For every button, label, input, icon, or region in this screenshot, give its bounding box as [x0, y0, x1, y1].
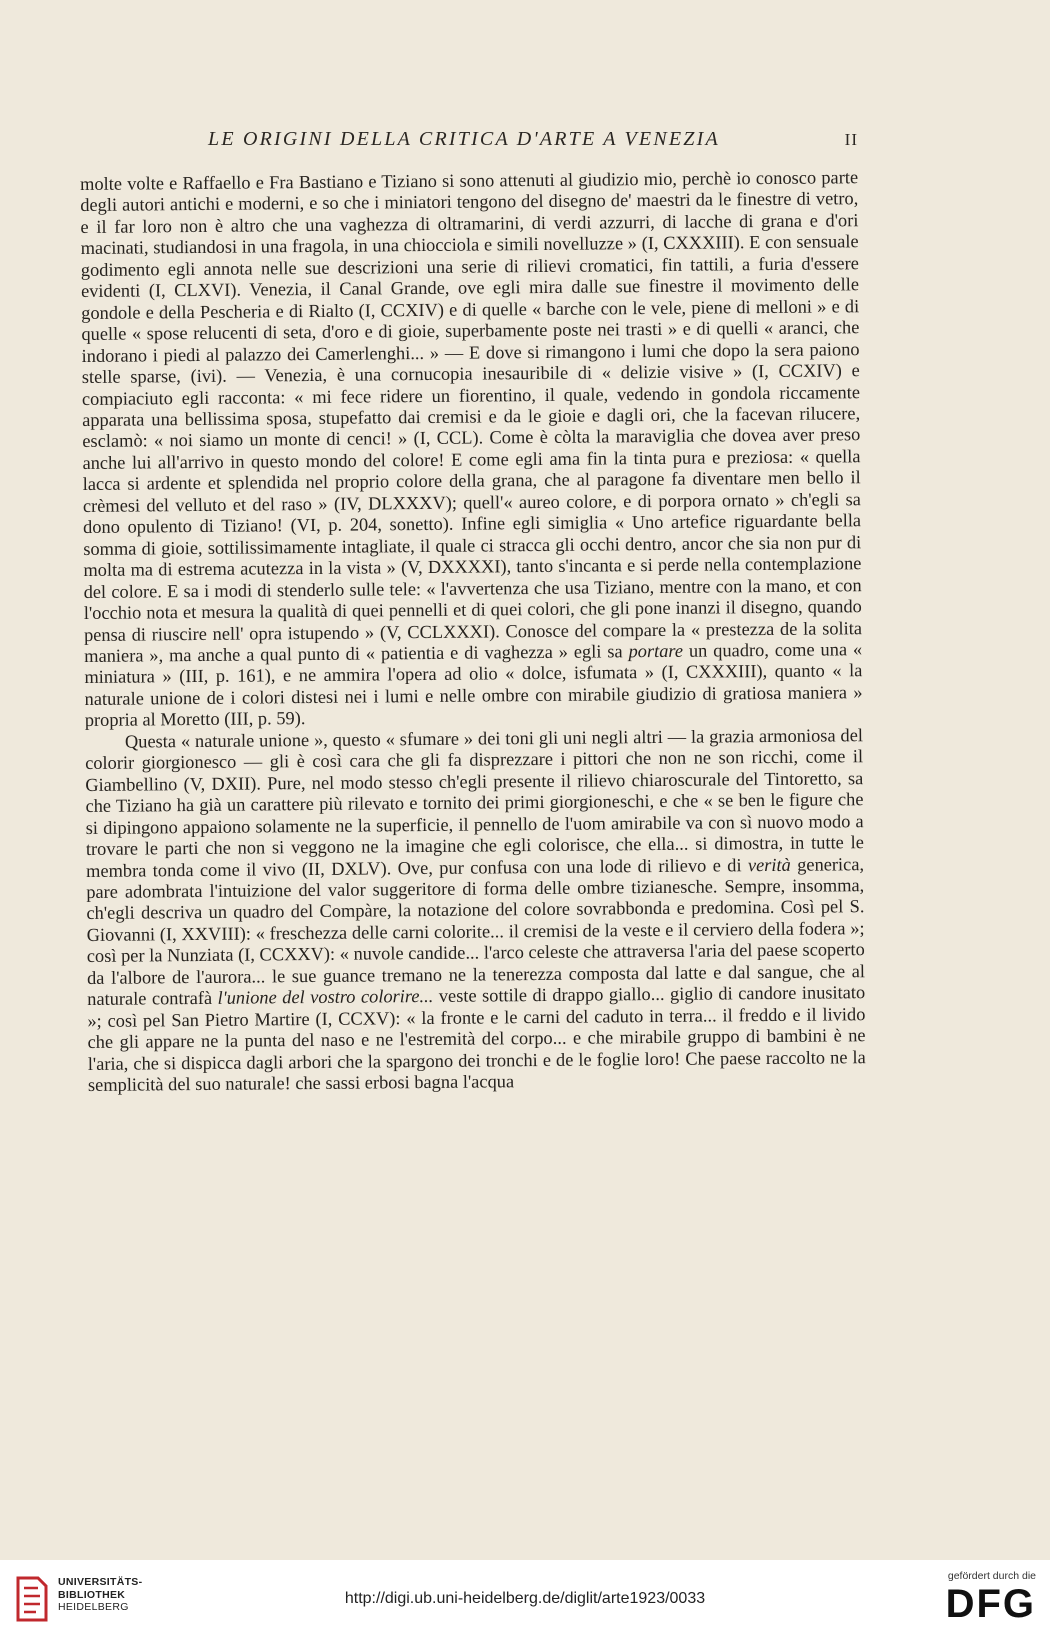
paragraph-2 — [85, 725, 866, 1096]
paragraph-1-text: molte volte e Raffaello e Fra Bastiano e Tiziano si sono attenuti al giudizio mio, perchè io conosco parte degli autori antichi e moderni, e so che i miniatori tengono del disegno de' maestri da le finestre di vetro, e il far loro non è altro che una vaghezza di oltramarini, di verdi azzurri, di lacche di grana e d'ori macinati, studiandosi in una fragola, in una chiocciola e simili novelluzze » (I, CXXXIII). E con sensuale godimento egli annota nelle sue descrizioni una serie di rilievi cromatici, fin tattili, a furia d'essere evidenti (I, CLXVI). Venezia, il Canal Grande, ove egli mira dalle sue finestre il movimento delle gondole e della Pescheria e di Rialto (I, CCXIV) e di quelle « barche con le vele, piene di melloni » e di quelle « spose relucenti di seta, d'oro e di gioie, superbamente poste nei trasti » e di quelli « aranci, che indorano i piedi al palazzo dei Camerlenghi... » — E dove si rimangono i lumi che dopo la sera paiono stelle sparse, (ivi). — Venezia, è una cornucopia inesauribile di « delizie visive » (I, CCXIV) e compiaciuto egli racconta: « mi fece ridere un fiorentino, il quale, vedendo in gondola riccamente apparata una bellissima sposa, stupefatto dai cremisi e da le gioie e dagli ori, che la facevan rilucere, esclamò: « noi siamo un monte di cenci! » (I, CCL). Come è còlta la maraviglia che dovea aver preso anche lui all'arrivo in questo mondo del colore! E come egli ama fin la tinta pura e preziosa: « quella lacca si ardente et splendida nel proprio colore della grana, che al paragone fa diventare men bello il crèmesi del velluto et del raso » (IV, DLXXXV); quell'« aureo colore, e di porpora ornato » ch'egli sa dono opulento di Tiziano! (VI, p. 204, sonetto). Infine egli simiglia « Uno artefice riguardante bella somma di gioie, sottilissimamente intagliate, il quale ci stracca gli occhi dentro, ancor che sia non pur di molta ma di estrema acutezza in la vista » (V, DXXXXI), tanto s'incanta e si perde nella contemplazione del colore. E sa i modi di stenderlo sulle tele: « l'avvertenza che usa Tiziano, mentre con la mano, et con l'occhio nota et mesura la qualità di quei pennelli et di quei colori, che gli pone inanzi il disegno, quando pensa di riuscire nell' opra istupendo » (V, CCLXXXI). Conosce del compare la « prestezza de la solita maniera », ma anche a qual punto di « patientia e di vaghezza » egli sa — [80, 167, 863, 666]
body-text — [80, 167, 866, 1096]
library-name-line-2: BIBLIOTHEK — [58, 1588, 126, 1601]
paragraph-2-italic-2: l'unione del vostro colorire... — [217, 986, 434, 1009]
paragraph-2-part-c: veste sottile di drappo giallo... giglio di candore inusitato »; così pel San Pietro Martire (I, CCXV): « la fronte e le carni del caduto in terra... il freddo e il livido che gli appare ne la punta del naso e ne l'estremità del corpo... e che mirabile gruppo di bambini è ne l'aria, che si dispicca dagli arbori che la spargono dei tronchi e de le foglie loro! Che paese raccolto ne la semplicità del suo naturale! che sassi erbosi bagna l'acqua — [87, 982, 866, 1095]
paragraph-1-tail: un quadro, come una « miniatura » (III, p. 161), e ne ammira l'opera ad olio « dolce, isfumata » (I, CXXXIII), quanto « la naturale unione de i colori distesi nei i lumi e nelle ombre con mirabile giudizio di gratiosa maniera » propria al Moretto (III, p. 59). — [84, 639, 863, 731]
paragraph-1 — [80, 167, 863, 732]
viewer-footer — [0, 1560, 1050, 1638]
funder-label: gefördert durch die — [947, 1570, 1036, 1582]
dfg-logo: DFG — [945, 1582, 1036, 1626]
paragraph-2-part-a: Questa « naturale unione », questo « sfumare » dei toni gli uni negli altri — la grazia armoniosa del colorir giorgionesco — gli è così cara che gli fa disprezzare i pittori che non ne son ricchi, come il Giambellino (V, DXII). Pure, nel modo stesso ch'egli presente il rilievo chiaroscurale del Tintoretto, sa che Tiziano ha già un carattere più rilevato e tornito dei primi giorgioneschi, e che « se ben le figure che si dipingono appaiono solamente ne la superficie, il pennello de l'uom amirabile va con sì nuovo modo a trovare le parti che non si veggono ne la imagine che egli colorisce, che ella... si dimostra, in tutte le membra tonda come il vivo (II, DXLV). Ove, pur confusa con una lode di rilievo e di — [85, 724, 864, 881]
library-name-line-3: HEIDELBERG — [58, 1601, 129, 1613]
permalink-url[interactable]: http://digi.ub.uni-heidelberg.de/diglit/arte1923/0033 — [344, 1590, 706, 1607]
running-title: LE ORIGINI DELLA CRITICA D'ARTE A VENEZIA — [208, 128, 720, 150]
paragraph-1-italic: portare — [628, 640, 684, 662]
paragraph-2-italic-1: verità — [747, 854, 791, 875]
library-name-line-1: UNIVERSITÄTS- — [58, 1576, 143, 1588]
running-head — [78, 128, 858, 158]
funder-block — [926, 1570, 1036, 1624]
page-number: II — [844, 130, 858, 149]
paragraph-2-part-b: generica, pare adombrata l'intuizione del valor suggeritore di forma delle ombre tizianesche. Sempre, insomma, ch'egli descriva un quadro del Compàre, la notazione del colore sovrabbonda e predomina. Così pel S. Giovanni (I, XXVIII): « freschezza delle carni colorite... il cremisi de la veste e il cerviero della fodera »; così per la Nunziata (I, CCXXV): « nuvole candide... l'arco celeste che attraversa l'aria del paese scoperto da l'albore de l'aurora... le sue guance tremano ne la tenerezza composta dal latte e dal sangue, che al naturale contrafà — [86, 853, 866, 1010]
